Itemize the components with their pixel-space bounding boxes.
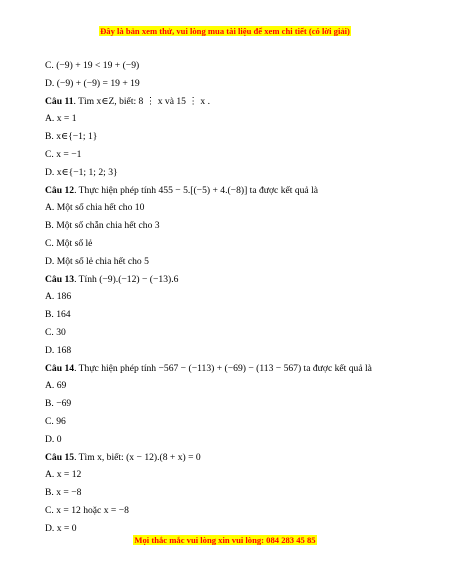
answer-option <box>45 164 425 182</box>
answer-option <box>45 377 425 395</box>
line-text: D. Một số lẻ chia hết cho 5 <box>45 255 149 267</box>
line-text: B. x∈{−1; 1} <box>45 131 98 143</box>
line-text: B. Một số chẵn chia hết cho 3 <box>45 220 160 232</box>
answer-option <box>45 431 425 449</box>
answer-option <box>45 75 425 93</box>
answer-option <box>45 110 425 128</box>
answer-option <box>45 217 425 235</box>
question-label: Câu 15 <box>45 451 75 463</box>
question-label: Câu 14 <box>45 362 75 374</box>
line-text: D. x = 0 <box>45 522 77 534</box>
answer-option <box>45 288 425 306</box>
line-text: C. 96 <box>45 415 66 427</box>
line-text: D. x∈{−1; 1; 2; 3} <box>45 166 118 178</box>
answer-option <box>45 484 425 502</box>
line-text: A. 69 <box>45 380 67 392</box>
answer-option <box>45 253 425 271</box>
line-text: B. −69 <box>45 398 72 410</box>
line-text: C. x = 12 hoặc x = −8 <box>45 504 129 516</box>
question-line <box>45 449 425 467</box>
question-line <box>45 93 425 111</box>
line-text: A. 186 <box>45 291 72 303</box>
line-text: D. 168 <box>45 344 72 356</box>
line-text: C. 30 <box>45 326 66 338</box>
answer-option <box>45 306 425 324</box>
header-notice <box>0 26 450 37</box>
line-text: B. 164 <box>45 309 71 321</box>
line-text: . Tính (−9).(−12) − (−13).6 <box>74 273 179 285</box>
answer-option <box>45 146 425 164</box>
answer-option <box>45 235 425 253</box>
line-text: B. x = −8 <box>45 487 82 499</box>
question-label: Câu 13 <box>45 273 75 285</box>
line-text: . Tìm x, biết: (x − 12).(8 + x) = 0 <box>74 451 201 463</box>
answer-option <box>45 324 425 342</box>
line-text: A. x = 1 <box>45 113 77 125</box>
line-text: A. Một số chia hết cho 10 <box>45 202 145 214</box>
footer-notice <box>0 535 450 546</box>
answer-option <box>45 413 425 431</box>
question-label: Câu 12 <box>45 184 75 196</box>
answer-option <box>45 128 425 146</box>
question-line <box>45 182 425 200</box>
line-text: D. (−9) + (−9) = 19 + 19 <box>45 77 140 89</box>
line-text: D. 0 <box>45 433 62 445</box>
answer-option <box>45 57 425 75</box>
line-text: . Thực hiện phép tính 455 − 5.[(−5) + 4.(−8)] ta được kết quả là <box>74 184 319 196</box>
answer-option <box>45 395 425 413</box>
line-text: C. (−9) + 19 < 19 + (−9) <box>45 60 140 71</box>
question-line <box>45 360 425 378</box>
footer-notice-text: Mọi thắc mắc vui lòng xin vui lòng: 084 283 45 85 <box>134 535 316 545</box>
question-line <box>45 271 425 289</box>
line-text: . Tìm x∈Z, biết: 8 ⋮ x và 15 ⋮ x . <box>73 95 210 107</box>
line-text: C. x = −1 <box>45 148 82 160</box>
answer-option <box>45 502 425 520</box>
answer-option <box>45 342 425 360</box>
header-notice-text: Đây là bản xem thử, vui lòng mua tài liệu để xem chi tiết (có lời giải) <box>100 26 350 36</box>
answer-option <box>45 466 425 484</box>
line-text: . Thực hiện phép tính −567 − (−113) + (−69) − (113 − 567) ta được kết quả là <box>74 362 372 374</box>
question-label: Câu 11 <box>45 95 74 107</box>
line-text: C. Một số lẻ <box>45 237 93 249</box>
question-list <box>45 57 425 538</box>
answer-option <box>45 199 425 217</box>
line-text: A. x = 12 <box>45 469 82 481</box>
